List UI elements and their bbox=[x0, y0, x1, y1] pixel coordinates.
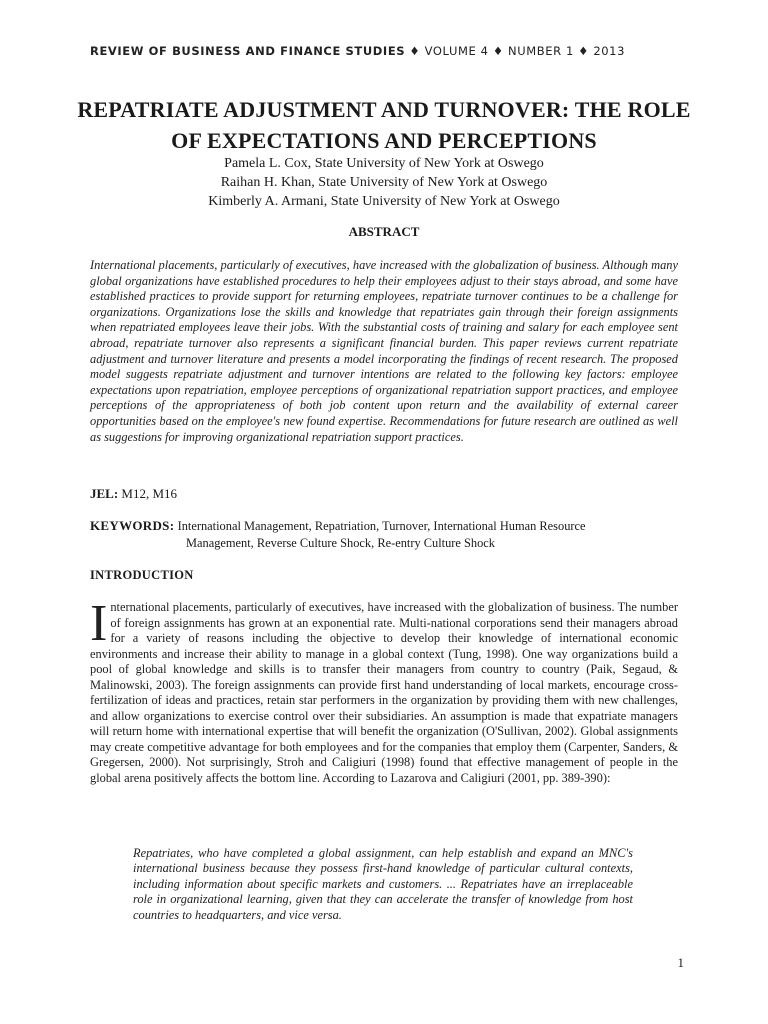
journal-name: REVIEW OF BUSINESS AND FINANCE STUDIES bbox=[90, 44, 406, 58]
drop-cap: I bbox=[90, 595, 108, 652]
jel-codes bbox=[90, 486, 678, 502]
header-separator: ♦ bbox=[578, 44, 590, 58]
keywords-label: KEYWORDS: bbox=[90, 518, 175, 533]
author: Raihan H. Khan, State University of New York at Oswego bbox=[220, 175, 548, 190]
journal-number: NUMBER 1 bbox=[508, 44, 574, 58]
keywords bbox=[90, 517, 678, 552]
block-quote: Repatriates, who have completed a global assignment, can help establish and expand an MNC's international business because they possess first-hand knowledge of particular cultural contexts, including information about specific markets and customers. ... Repatriates have an irreplaceable role in organizational learning, given that they can accelerate the transfer of knowledge from host countries to headquarters, and vice versa. bbox=[133, 846, 633, 922]
journal-year: 2013 bbox=[593, 44, 625, 58]
jel-label: JEL: bbox=[90, 486, 119, 501]
author-list bbox=[60, 154, 708, 211]
abstract-text: International placements, particularly of executives, have increased with the globalization of business. Although many global organizations have established procedures to help their employees adjust to their stays abroad, and some have established practices to provide support for returning employees, repatriate turnover continues to be a challenge for organizations. Organizations lose the skills and knowledge that repatriates gain through their foreign assignments when repatriated employees leave their jobs. With the substantial costs of training and salary for each employee sent abroad, repatriate turnover also represents a significant financial burden. This paper reviews current repatriate adjustment and turnover literature and presents a model incorporating the findings of recent research. The proposed model suggests repatriate adjustment and turnover intentions are related to the following key factors: employee expectations upon repatriation, employee perceptions of organizational repatriation support practices, and employee perceptions of the appropriateness of both job content upon return and the availability of external career opportunities based on the employee's new found expertise. Recommendations for future research are outlined as well as suggestions for improving organizational repatriation support practices. bbox=[90, 258, 678, 444]
page-number: 1 bbox=[677, 955, 684, 970]
introduction-text: nternational placements, particularly of executives, have increased with the globalization of business. The number of foreign assignments has grown at an exponential rate. Multi-national corporations send their managers abroad for a variety of reasons including the objective to develop their knowledge of international economic environments and increase their ability to manage in a global context (Tung, 1998). One way organizations build a pool of global knowledge and skills is to transfer their managers from country to country (Paik, Segaud, & Malinowski, 2003). The foreign assignments can provide first hand understanding of local markets, encourage cross-fertilization of ideas and practices, retain star performers in the organization by providing them with new challenges, and allow organizations to exercise control over their subsidiaries. An assumption is made that expatriate managers will return home with international expertise that will benefit the organization (O'Sullivan, 2002). Global assignments may create competitive advantage for both employees and for the companies that employ them (Carpenter, Sanders, & Gregersen, 2000). Not surprisingly, Stroh and Caligiuri (1998) found that effective management of people in the global arena positively affects the bottom line. According to Lazarova and Caligiuri (2001, pp. 389-390): bbox=[90, 600, 678, 785]
author: Pamela L. Cox, State University of New York at Oswego bbox=[224, 156, 544, 171]
keywords-line-2: Management, Reverse Culture Shock, Re-entry Culture Shock bbox=[186, 536, 496, 550]
journal-volume: VOLUME 4 bbox=[424, 44, 489, 58]
paper-title: REPATRIATE ADJUSTMENT AND TURNOVER: THE ROLE OF EXPECTATIONS AND PERCEPTIONS bbox=[77, 97, 691, 153]
jel-value: M12, M16 bbox=[121, 486, 178, 501]
abstract-heading: ABSTRACT bbox=[348, 224, 420, 239]
author: Kimberly A. Armani, State University of New York at Oswego bbox=[208, 194, 560, 209]
header-separator: ♦ bbox=[492, 44, 504, 58]
introduction-paragraph bbox=[90, 595, 678, 786]
keywords-line-1: International Management, Repatriation, Turnover, International Human Resource bbox=[177, 519, 586, 533]
journal-header bbox=[90, 44, 690, 58]
header-separator: ♦ bbox=[409, 44, 421, 58]
section-heading-introduction: INTRODUCTION bbox=[90, 568, 194, 582]
